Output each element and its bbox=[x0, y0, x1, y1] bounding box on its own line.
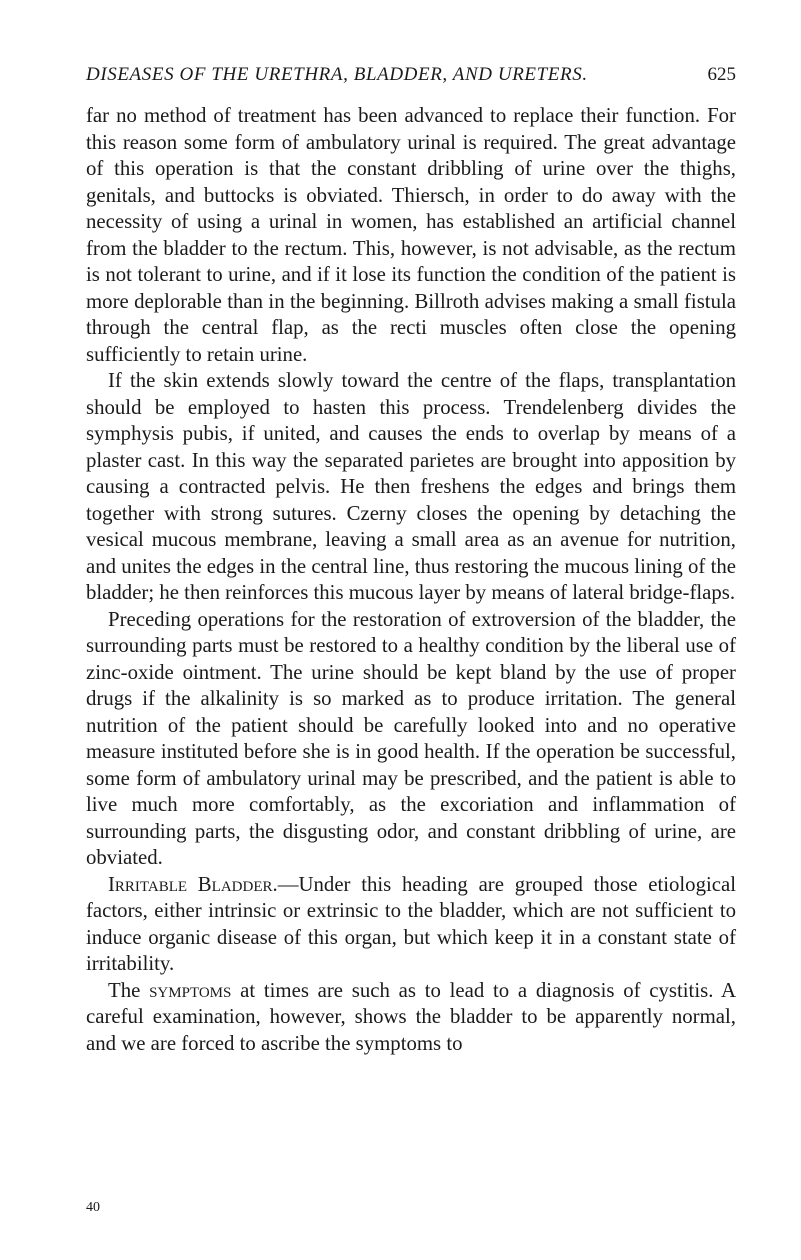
body-text bbox=[86, 103, 736, 1057]
paragraph-transplantation bbox=[86, 368, 736, 607]
page-number: 625 bbox=[707, 64, 736, 85]
paragraph-5-text: at times are such as to lead to a diagnosis of cystitis. A careful examination, however, shows the bladder to be apparently normal, and we are forced to ascribe the symptoms to bbox=[86, 978, 737, 1055]
term-symptoms: symptoms bbox=[149, 978, 232, 1002]
paragraph-5-lead: The bbox=[108, 978, 141, 1002]
paragraph-preceding-operations bbox=[86, 607, 736, 872]
section-heading-irritable-bladder: Irritable Bladder. bbox=[108, 872, 278, 896]
paragraph-continuation bbox=[86, 103, 736, 368]
paragraph-1-text: far no method of treatment has been advanced to replace their function. For this reason some form of ambulatory urinal is required. The great advantage of this operation is that the constant dribbling of urine over the thighs, genitals, and buttocks is obviated. Thiersch, in order to do away with the necessity of using a urinal in women, has established an artificial channel from the bladder to the rectum. This, however, is not advisable, as the rectum is not tolerant to urine, and if it lose its function the condition of the patient is more deplorable than in the beginning. Billroth advises making a small fistula through the central flap, as the recti muscles often close the opening sufficiently to retain urine. bbox=[86, 104, 736, 366]
paragraph-symptoms bbox=[86, 978, 736, 1058]
paragraph-irritable-bladder bbox=[86, 872, 736, 978]
paragraph-4-text: —Under this heading are grouped those etiological factors, either intrinsic or extrinsic to the bladder, which are not sufficient to induce organic disease of this organ, but which keep it in a constant state of irritability. bbox=[86, 872, 737, 975]
paragraph-3-text: Preceding operations for the restoration of extroversion of the bladder, the surrounding parts must be restored to a healthy condition by the liberal use of zinc-oxide ointment. The urine should be kept bland by the use of proper drugs if the alkalinity is so marked as to produce irritation. The general nutrition of the patient should be carefully looked into and no operative measure instituted before she is in good health. If the operation be successful, some form of ambulatory urinal may be prescribed, and the patient is able to live much more comfortably, as the excoriation and inflammation of surrounding parts, the disgusting odor, and constant dribbling of urine, are obviated. bbox=[86, 607, 736, 869]
running-head bbox=[86, 60, 736, 90]
paragraph-2-text: If the skin extends slowly toward the centre of the flaps, transplantation should be employed to hasten this process. Trendelenberg divides the symphysis pubis, if united, and causes the ends to overlap by means of a plaster cast. In this way the separated parietes are brought into apposition by causing a contracted pelvis. He then freshens the edges and brings them together with strong sutures. Czerny closes the opening by detaching the vesical mucous membrane, leaving a small area as an avenue for nutrition, and unites the edges in the central line, thus restoring the mucous lining of the bladder; he then reinforces this mucous layer by means of lateral bridge-flaps. bbox=[86, 369, 736, 604]
running-title: DISEASES OF THE URETHRA, BLADDER, AND URETERS. bbox=[86, 64, 588, 85]
signature-mark: 40 bbox=[86, 1200, 100, 1215]
